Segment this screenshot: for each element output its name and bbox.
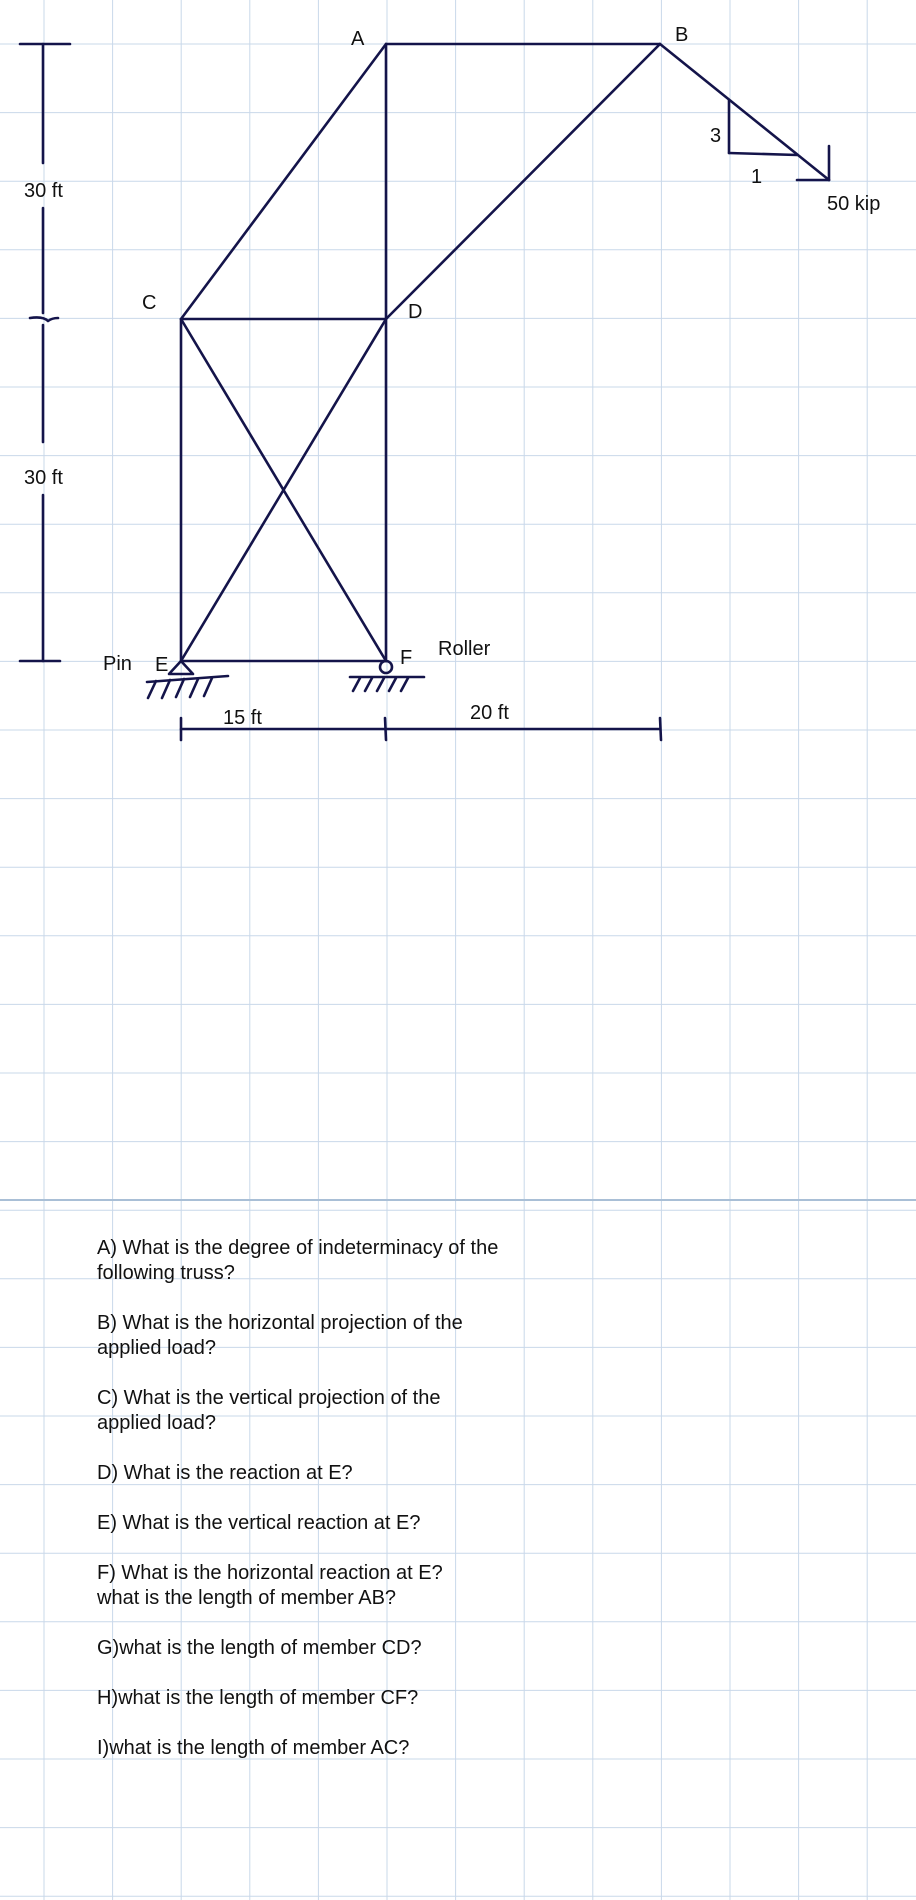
question-f: F) What is the horizontal reaction at E? what is the length of member AB? bbox=[97, 1562, 443, 1609]
node-label-c: C bbox=[142, 292, 157, 314]
member-bd bbox=[386, 44, 660, 319]
node-label-e: E bbox=[155, 654, 169, 676]
right-span-label: 20 ft bbox=[470, 702, 509, 724]
roller-label: Roller bbox=[438, 638, 491, 660]
vertical-dimension-line bbox=[20, 44, 70, 661]
question-b: B) What is the horizontal projection of the applied load? bbox=[97, 1312, 463, 1359]
left-span-label: 15 ft bbox=[223, 707, 262, 729]
node-label-d: D bbox=[408, 301, 423, 323]
question-e: E) What is the vertical reaction at E? bbox=[97, 1512, 421, 1534]
slope-rise-label: 3 bbox=[710, 125, 722, 147]
question-list bbox=[97, 1236, 657, 1786]
node-label-a: A bbox=[351, 28, 365, 50]
question-a: A) What is the degree of indeterminacy of the following truss? bbox=[97, 1237, 499, 1284]
node-label-f: F bbox=[400, 647, 413, 669]
question-g: G)what is the length of member CD? bbox=[97, 1637, 422, 1659]
slope-run-label: 1 bbox=[751, 166, 763, 188]
question-h: H)what is the length of member CF? bbox=[97, 1687, 419, 1709]
bottom-height-label: 30 ft bbox=[24, 467, 63, 489]
top-height-label: 30 ft bbox=[24, 180, 63, 202]
load-arrow bbox=[660, 44, 829, 180]
member-ac bbox=[181, 44, 386, 319]
load-magnitude-label: 50 kip bbox=[827, 193, 881, 215]
question-i: I)what is the length of member AC? bbox=[97, 1737, 410, 1759]
pin-label: Pin bbox=[103, 653, 132, 675]
roller-support bbox=[350, 661, 424, 691]
question-d: D) What is the reaction at E? bbox=[97, 1462, 353, 1484]
question-c: C) What is the vertical projection of the applied load? bbox=[97, 1387, 441, 1434]
page-divider bbox=[0, 1199, 916, 1201]
node-label-b: B bbox=[675, 24, 689, 46]
